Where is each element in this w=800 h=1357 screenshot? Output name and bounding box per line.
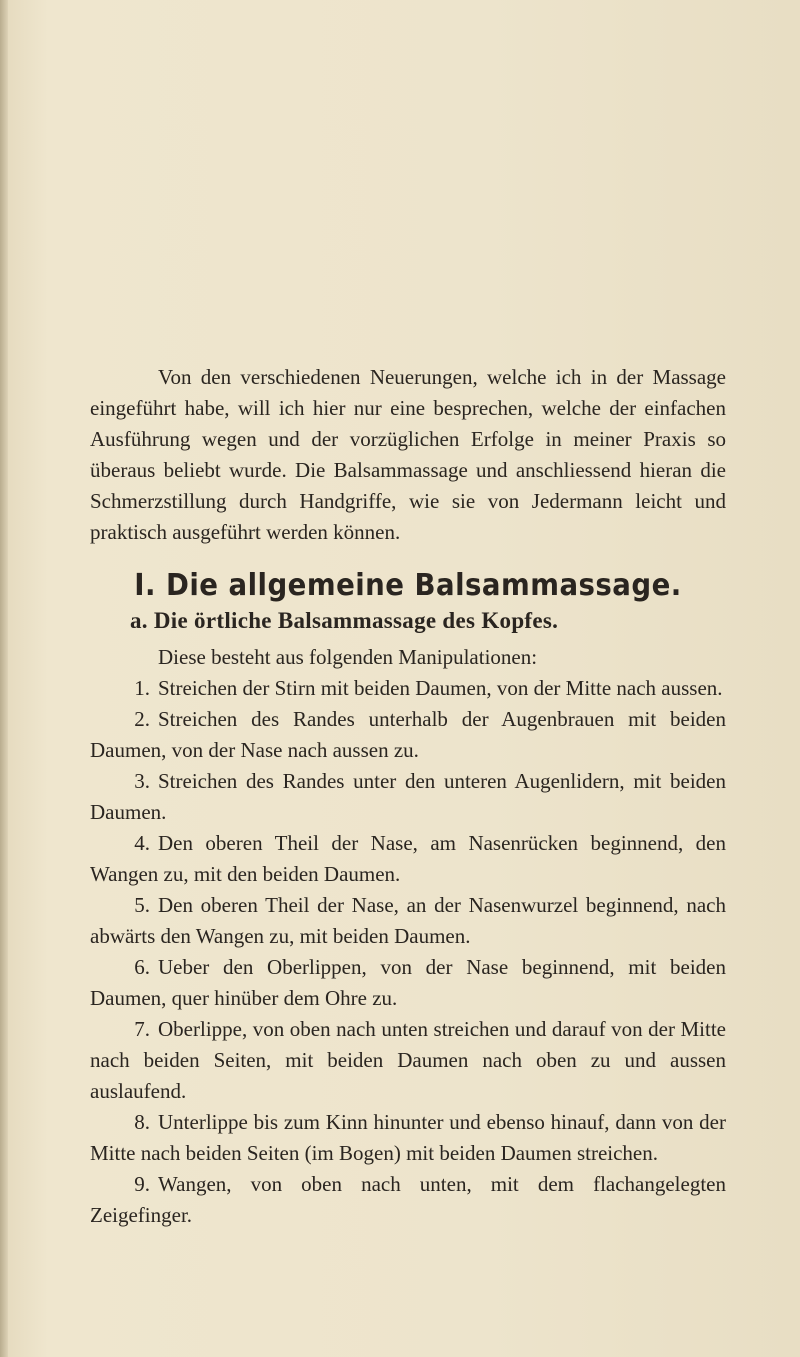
item-text: Wangen, von oben nach unten, mit dem flachangelegten Zeigefinger. bbox=[90, 1172, 726, 1227]
item-text: Streichen des Randes unterhalb der Augenbrauen mit beiden Daumen, von der Nase nach aussen zu. bbox=[90, 707, 726, 762]
intro-paragraph: Von den verschiedenen Neuerungen, welche ich in der Massage eingeführt habe, will ich hier nur eine besprechen, welche der einfachen Ausführung wegen und der vorzüglichen Erfolge in meiner Praxis so überaus beliebt wurde. Die Balsammassage und anschliessend hieran die Schmerzstillung durch Handgriffe, wie sie von Jedermann leicht und praktisch ausgeführt werden können. bbox=[90, 365, 726, 544]
list-intro: Diese besteht aus folgenden Manipulationen: bbox=[158, 645, 538, 669]
item-number: 2. bbox=[134, 707, 150, 731]
list-item bbox=[90, 673, 726, 704]
page-content bbox=[90, 362, 726, 1231]
item-text: Unterlippe bis zum Kinn hinunter und ebenso hinauf, dann von der Mitte nach beiden Seiten (im Bogen) mit beiden Daumen streichen. bbox=[90, 1110, 726, 1165]
list-item bbox=[90, 766, 726, 828]
item-number: 6. bbox=[134, 955, 150, 979]
item-text: Oberlippe, von oben nach unten streichen und darauf von der Mitte nach beiden Seiten, mit beiden Daumen nach oben zu und aussen auslaufend. bbox=[90, 1017, 726, 1103]
item-number: 8. bbox=[134, 1110, 150, 1134]
list-item bbox=[90, 1014, 726, 1107]
item-text: Den oberen Theil der Nase, am Nasenrücken beginnend, den Wangen zu, mit den beiden Daumen. bbox=[90, 831, 726, 886]
list-item bbox=[90, 1169, 726, 1231]
item-number: 4. bbox=[134, 831, 150, 855]
item-number: 3. bbox=[134, 769, 150, 793]
subsection-heading: a. Die örtliche Balsammassage des Kopfes. bbox=[130, 608, 559, 633]
item-text: Ueber den Oberlippen, von der Nase beginnend, mit beiden Daumen, quer hinüber dem Ohre zu. bbox=[90, 955, 726, 1010]
item-text: Streichen der Stirn mit beiden Daumen, von der Mitte nach aussen. bbox=[158, 676, 723, 700]
item-number: 9. bbox=[134, 1172, 150, 1196]
item-number: 5. bbox=[134, 893, 150, 917]
item-number: 1. bbox=[134, 676, 150, 700]
section-heading: I. Die allgemeine Balsammassage. bbox=[134, 568, 682, 603]
list-item bbox=[90, 828, 726, 890]
list-item bbox=[90, 952, 726, 1014]
item-number: 7. bbox=[134, 1017, 150, 1041]
item-text: Streichen des Randes unter den unteren Augenlidern, mit beiden Daumen. bbox=[90, 769, 726, 824]
list-item bbox=[90, 890, 726, 952]
list-item bbox=[90, 704, 726, 766]
item-text: Den oberen Theil der Nase, an der Nasenwurzel beginnend, nach abwärts den Wangen zu, mit beiden Daumen. bbox=[90, 893, 726, 948]
list-item bbox=[90, 1107, 726, 1169]
page-binding-edge bbox=[0, 0, 8, 1357]
